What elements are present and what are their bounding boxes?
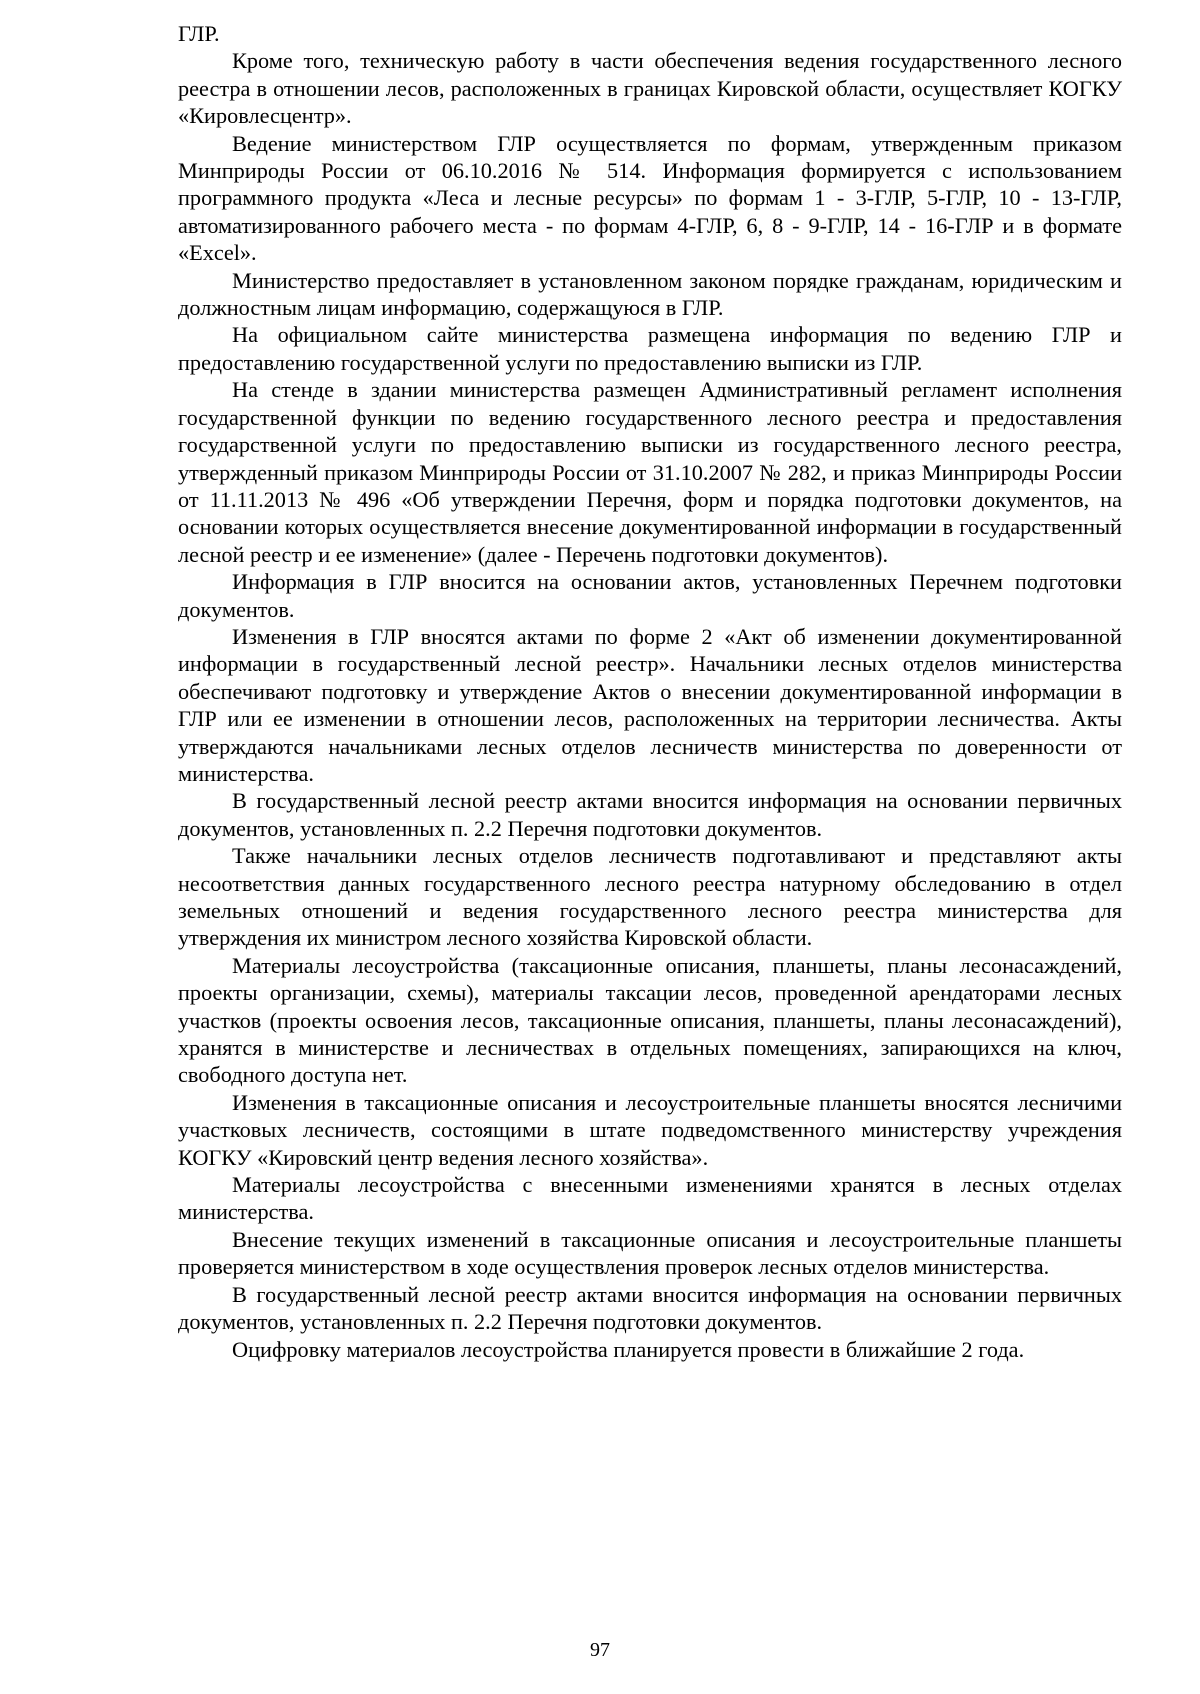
paragraph: В государственный лесной реестр актами вносится информация на основании первичных документов, установленных п. 2.2 Перечня подготовки документов.	[178, 788, 1122, 841]
paragraph: В государственный лесной реестр актами вносится информация на основании первичных документов, установленных п. 2.2 Перечня подготовки документов.	[178, 1281, 1122, 1335]
paragraph: Также начальники лесных отделов лесничеств подготавливают и представляют акты несоответствия данных государственного лесного реестра натурному обследованию в отдел земельных отношений и ведения государственного лесного реестра министерства для утверждения их министром лесного хозяйства Кировской области.	[178, 843, 1122, 951]
paragraph: Министерство предоставляет в установленном законом порядке гражданам, юридическим и должностным лицам информацию, содержащуюся в ГЛР.	[178, 267, 1122, 321]
paragraph: Ведение министерством ГЛР осуществляется по формам, утвержденным приказом Минприроды России от 06.10.2016 № 514. Информация формируется с использованием программного продукта «Леса и лесные ресурсы» по формам 1 - 3-ГЛР, 5-ГЛР, 10 - 13-ГЛР, автоматизированного рабочего места - по формам 4-ГЛР, 6, 8 - 9-ГЛР, 14 - 16-ГЛР и в формате «Excel».	[178, 130, 1122, 266]
paragraph: Внесение текущих изменений в таксационные описания и лесоустроительные планшеты проверяется министерством в ходе осуществления проверок лесных отделов министерства.	[178, 1226, 1122, 1280]
paragraph: Материалы лесоустройства (таксационные описания, планшеты, планы лесонасаждений, проекты организации, схемы), материалы таксации лесов, проведенной арендаторами лесных участков (проекты освоения лесов, таксационные описания, планшеты, планы лесонасаждений), хранятся в министерстве и лесничествах в отдельных помещениях, запирающихся на ключ, свободного доступа нет.	[178, 952, 1122, 1088]
paragraph: На стенде в здании министерства размещен Административный регламент исполнения государственной функции по ведению государственного лесного реестра и предоставления государственной услуги по предоставлению выписки из государственного лесного реестра, утвержденный приказом Минприроды России от 31.10.2007 № 282, и приказ Минприроды России от 11.11.2013 № 496 «Об утверждении Перечня, форм и порядка подготовки документов, на основании которых осуществляется внесение документированной информации в государственный лесной реестр и ее изменение» (далее - Перечень подготовки документов).	[178, 377, 1122, 567]
paragraph: Материалы лесоустройства с внесенными изменениями хранятся в лесных отделах министерства.	[178, 1172, 1122, 1225]
document-body	[178, 20, 1122, 1363]
page-number: 97	[590, 1639, 610, 1661]
paragraph: Кроме того, техническую работу в части обеспечения ведения государственного лесного реестра в отношении лесов, расположенных в границах Кировской области, осуществляет КОГКУ «Кировлесцентр».	[178, 48, 1122, 129]
paragraph: Оцифровку материалов лесоустройства планируется провести в ближайшие 2 года.	[232, 1336, 1025, 1362]
paragraph: Изменения в ГЛР вносятся актами по форме 2 «Акт об изменении документированной информации в государственный лесной реестр». Начальники лесных отделов министерства обеспечивают подготовку и утверждение Актов о внесении документированной информации в ГЛР или ее изменении в отношении лесов, расположенных на территории лесничества. Акты утверждаются начальниками лесных отделов лесничеств министерства по доверенности от министерства.	[178, 623, 1122, 786]
paragraph: На официальном сайте министерства размещена информация по ведению ГЛР и предоставлению государственной услуги по предоставлению выписки из ГЛР.	[178, 322, 1122, 375]
paragraph: Изменения в таксационные описания и лесоустроительные планшеты вносятся лесничими участковых лесничеств, состоящими в штате подведомственного министерству учреждения КОГКУ «Кировский центр ведения лесного хозяйства».	[178, 1089, 1122, 1170]
paragraph-continuation: ГЛР.	[178, 21, 220, 46]
paragraph: Информация в ГЛР вносится на основании актов, установленных Перечнем подготовки документов.	[178, 569, 1122, 622]
